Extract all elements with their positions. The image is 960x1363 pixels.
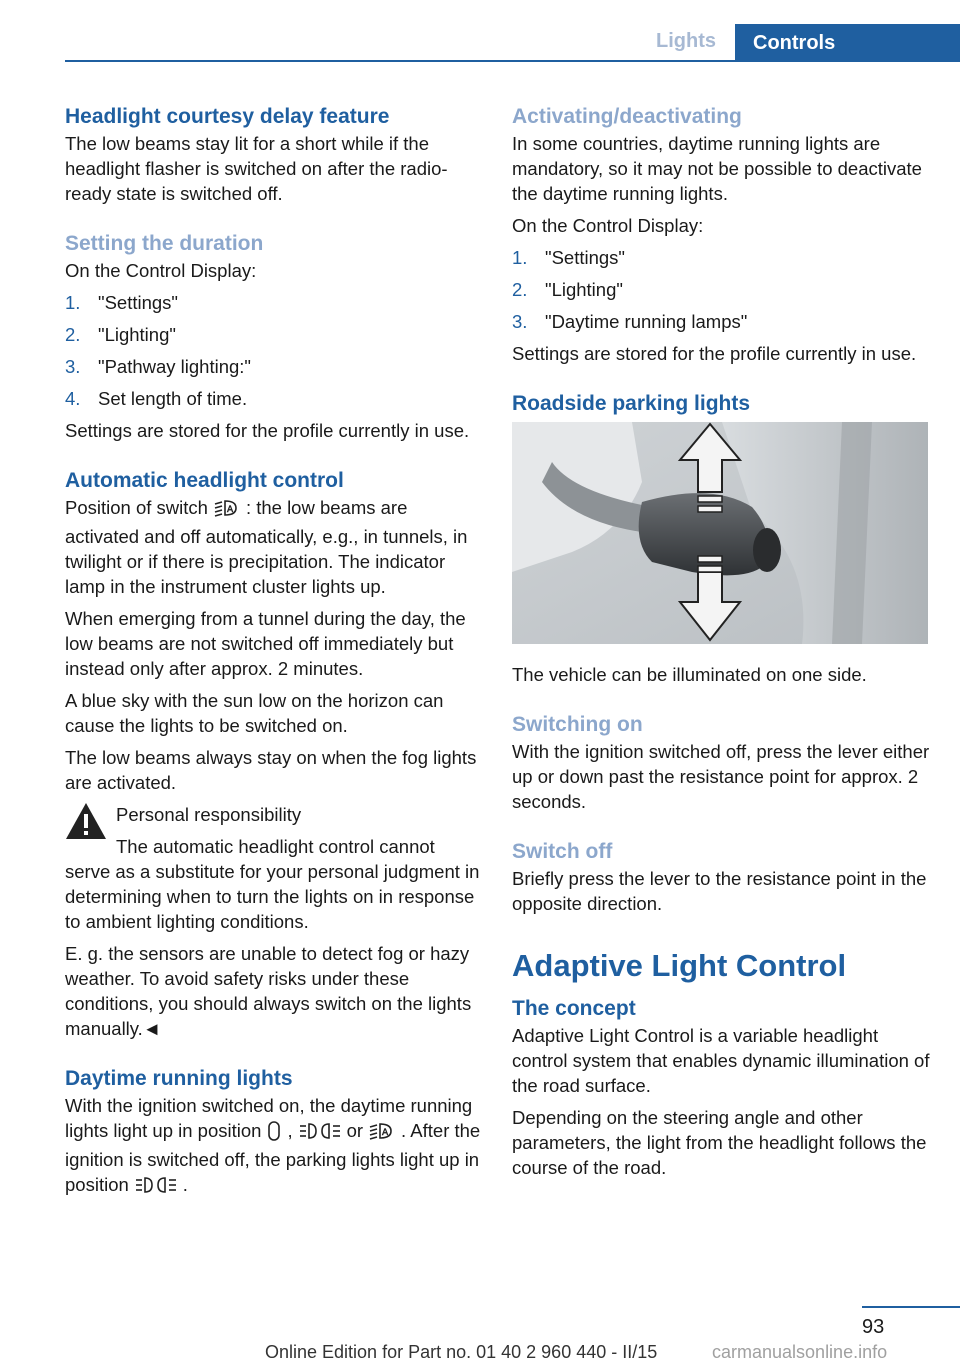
alc-heading: Adaptive Light Control: [512, 948, 847, 983]
switch-off-heading: Switch off: [512, 840, 613, 863]
courtesy-heading: Headlight courtesy delay feature: [65, 105, 390, 128]
activating-body: In some countries, daytime running lights are mandatory, so it may not be possible to deactivate the daytime running lights.: [512, 133, 922, 204]
footer-rule: [862, 1306, 960, 1308]
alc-p2: Depending on the steering angle and other parameters, the light from the headlight follows the course of the road.: [512, 1107, 927, 1178]
header-chapter-tab: Controls: [735, 24, 960, 62]
drl-body: With the ignition switched on, the daytime running lights light up in position , or A . After the ignition is switched off, the parking lights light up in position .: [65, 1093, 485, 1201]
list-item: 3. "Pathway lighting:": [65, 356, 251, 377]
list-item: 1. "Settings": [65, 292, 178, 313]
auto-p3: A blue sky with the sun low on the horizon can cause the lights to be switched on.: [65, 690, 444, 736]
list-item: 2. "Lighting": [65, 324, 176, 345]
warning-title: Personal responsibility: [116, 804, 302, 825]
auto-p1: Position of switch A : the low beams are activated and off automatically, e.g., in tunnels, in twilight or if there is precipitation. The indicator lamp in the instrument cluster lights up.: [65, 497, 468, 597]
duration-steps: [65, 290, 485, 411]
alc-p1: Adaptive Light Control is a variable headlight control system that enables dynamic illumination of the road surface.: [512, 1025, 930, 1096]
roadside-heading: Roadside parking lights: [512, 392, 751, 415]
list-item: 4. Set length of time.: [65, 388, 248, 409]
svg-text:A: A: [226, 505, 234, 515]
activating-heading: Activating/deactivating: [512, 105, 742, 128]
auto-p2: When emerging from a tunnel during the day, the low beams are not switched off immediately but instead only after approx. 2 minutes.: [65, 608, 466, 679]
parking-light-icon: [135, 1175, 177, 1201]
edition-text: Online Edition for Part no. 01 40 2 960 440 - II/15: [265, 1342, 658, 1362]
auto-headlight-icon: [369, 1121, 395, 1147]
list-item: 2. "Lighting": [512, 279, 623, 300]
warning-body: The automatic headlight control cannot serve as a substitute for your personal judgment in determining when to turn the lights on in response to ambient lighting conditions.: [65, 836, 480, 932]
duration-note: Settings are stored for the profile currently in use.: [65, 420, 470, 441]
activating-intro: On the Control Display:: [512, 215, 704, 236]
header-section: Lights: [656, 30, 716, 52]
roadside-body: The vehicle can be illuminated on one side.: [512, 664, 867, 685]
warning-box: [65, 802, 485, 1041]
svg-text:A: A: [382, 1128, 389, 1138]
left-column: [65, 103, 485, 1208]
lever-photo: [512, 422, 928, 644]
list-item: 1. "Settings": [512, 247, 625, 268]
activating-steps: [512, 245, 930, 334]
concept-heading: The concept: [512, 997, 636, 1020]
header-rule: [65, 60, 960, 62]
list-item: 3. "Daytime running lamps": [512, 311, 748, 332]
parking-light-icon: [299, 1121, 341, 1147]
auto-p4: The low beams always stay on when the fog lights are activated.: [65, 747, 477, 793]
switch-on-body: With the ignition switched off, press the lever either up or down past the resistance point for approx. 2 seconds.: [512, 741, 930, 812]
warning-triangle-icon: [65, 802, 107, 845]
switch-on-heading: Switching on: [512, 713, 643, 736]
switch-off-icon: [267, 1121, 281, 1147]
duration-intro: On the Control Display:: [65, 260, 257, 281]
duration-heading: Setting the duration: [65, 232, 264, 255]
right-column: [512, 103, 930, 1187]
courtesy-body: The low beams stay lit for a short while if the headlight flasher is switched on after the radio-ready state is switched off.: [65, 133, 448, 204]
drl-heading: Daytime running lights: [65, 1067, 293, 1090]
page-number: 93: [862, 1316, 885, 1338]
switch-off-body: Briefly press the lever to the resistance point in the opposite direction.: [512, 868, 927, 914]
auto-headlight-icon: [214, 498, 240, 524]
warning-body-2: E. g. the sensors are unable to detect fog or hazy weather. To avoid safety risks under these conditions, you should always switch on the lights manually.◄: [65, 943, 472, 1039]
activating-note: Settings are stored for the profile currently in use.: [512, 343, 917, 364]
watermark: carmanualsonline.info: [712, 1342, 888, 1362]
auto-heading: Automatic headlight control: [65, 469, 344, 492]
